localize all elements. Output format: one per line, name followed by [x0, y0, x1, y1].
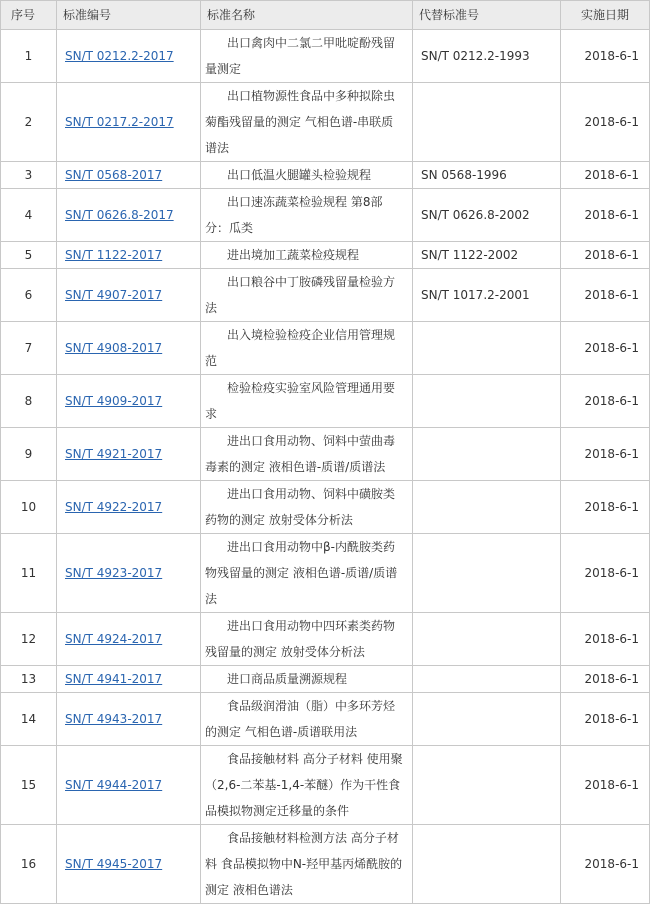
- standard-name-text: 出口速冻蔬菜检验规程 第8部分：瓜类: [205, 195, 383, 235]
- standard-name-text: 出口低温火腿罐头检验规程: [227, 168, 372, 182]
- cell-date: 2018-6-1: [561, 242, 650, 269]
- cell-date: 2018-6-1: [561, 162, 650, 189]
- table-row: [1, 322, 650, 375]
- cell-seq: 15: [1, 746, 57, 825]
- cell-name: [201, 242, 413, 269]
- cell-replace: [413, 666, 561, 693]
- cell-date: 2018-6-1: [561, 481, 650, 534]
- standard-code-link[interactable]: SN/T 4941-2017: [65, 672, 163, 686]
- standard-name-text: 进出口食用动物、饲料中磺胺类药物的测定 放射受体分析法: [205, 487, 396, 527]
- cell-date: 2018-6-1: [561, 825, 650, 904]
- table-row: [1, 746, 650, 825]
- table-row: [1, 693, 650, 746]
- cell-code: [57, 269, 201, 322]
- table-row: [1, 375, 650, 428]
- standard-code-link[interactable]: SN/T 4924-2017: [65, 632, 163, 646]
- cell-date: 2018-6-1: [561, 269, 650, 322]
- cell-code: [57, 613, 201, 666]
- standard-code-link[interactable]: SN/T 4909-2017: [65, 394, 163, 408]
- standard-name-text: 出口粮谷中丁胺磷残留量检验方法: [205, 275, 396, 315]
- cell-date: 2018-6-1: [561, 613, 650, 666]
- standard-code-link[interactable]: SN/T 4945-2017: [65, 857, 163, 871]
- standard-code-link[interactable]: SN/T 4908-2017: [65, 341, 163, 355]
- cell-code: [57, 375, 201, 428]
- table-body: [1, 30, 650, 904]
- header-code: 标准编号: [57, 1, 201, 30]
- cell-date: 2018-6-1: [561, 189, 650, 242]
- cell-name: [201, 189, 413, 242]
- standard-name-text: 出入境检验检疫企业信用管理规范: [205, 328, 396, 368]
- cell-replace: [413, 83, 561, 162]
- table-row: [1, 83, 650, 162]
- cell-date: 2018-6-1: [561, 666, 650, 693]
- table-row: [1, 613, 650, 666]
- standard-name-text: 进出口食用动物、饲料中萤曲毒毒素的测定 液相色谱-质谱/质谱法: [205, 434, 396, 474]
- cell-seq: 10: [1, 481, 57, 534]
- standard-name-text: 进出口食用动物中β-内酰胺类药物残留量的测定 液相色谱-质谱/质谱法: [205, 540, 398, 606]
- cell-replace: [413, 322, 561, 375]
- cell-replace: [413, 481, 561, 534]
- header-row: [1, 1, 650, 30]
- cell-name: [201, 83, 413, 162]
- standard-code-link[interactable]: SN/T 4943-2017: [65, 712, 163, 726]
- standard-name-text: 出口禽肉中二氯二甲吡啶酚残留量测定: [205, 36, 396, 76]
- cell-seq: 1: [1, 30, 57, 83]
- cell-seq: 6: [1, 269, 57, 322]
- cell-seq: 11: [1, 534, 57, 613]
- cell-replace: [413, 375, 561, 428]
- cell-name: [201, 613, 413, 666]
- cell-seq: 4: [1, 189, 57, 242]
- cell-name: [201, 746, 413, 825]
- cell-name: [201, 534, 413, 613]
- cell-name: [201, 322, 413, 375]
- cell-name: [201, 666, 413, 693]
- cell-replace: SN 0568-1996: [413, 162, 561, 189]
- standard-name-text: 检验检疫实验室风险管理通用要求: [205, 381, 396, 421]
- cell-seq: 2: [1, 83, 57, 162]
- cell-code: [57, 746, 201, 825]
- table-row: [1, 825, 650, 904]
- cell-replace: SN/T 1017.2-2001: [413, 269, 561, 322]
- header-name: 标准名称: [201, 1, 413, 30]
- header-seq: 序号: [1, 1, 57, 30]
- cell-date: 2018-6-1: [561, 322, 650, 375]
- table-row: [1, 242, 650, 269]
- standard-name-text: 进出口食用动物中四环素类药物残留量的测定 放射受体分析法: [205, 619, 396, 659]
- cell-date: 2018-6-1: [561, 534, 650, 613]
- cell-seq: 12: [1, 613, 57, 666]
- header-date: 实施日期: [561, 1, 650, 30]
- table-row: [1, 162, 650, 189]
- standard-code-link[interactable]: SN/T 0568-2017: [65, 168, 163, 182]
- cell-replace: [413, 693, 561, 746]
- cell-replace: [413, 613, 561, 666]
- cell-name: [201, 481, 413, 534]
- standard-name-text: 食品接触材料 高分子材料 使用聚（2,6-二苯基-1,4-苯醚）作为干性食品模拟物测定迁移量的条件: [205, 752, 403, 818]
- cell-date: 2018-6-1: [561, 30, 650, 83]
- standard-name-text: 进口商品质量溯源规程: [227, 672, 348, 686]
- standard-code-link[interactable]: SN/T 0212.2-2017: [65, 49, 174, 63]
- cell-seq: 7: [1, 322, 57, 375]
- cell-name: [201, 269, 413, 322]
- standard-code-link[interactable]: SN/T 4922-2017: [65, 500, 163, 514]
- table-row: [1, 428, 650, 481]
- cell-replace: [413, 428, 561, 481]
- cell-replace: SN/T 0626.8-2002: [413, 189, 561, 242]
- cell-code: [57, 242, 201, 269]
- standard-code-link[interactable]: SN/T 4921-2017: [65, 447, 163, 461]
- standard-name-text: 出口植物源性食品中多种拟除虫菊酯残留量的测定 气相色谱-串联质谱法: [205, 89, 396, 155]
- table-row: [1, 269, 650, 322]
- cell-code: [57, 428, 201, 481]
- table-row: [1, 30, 650, 83]
- standard-name-text: 食品接触材料检测方法 高分子材料 食品模拟物中N-羟甲基丙烯酰胺的测定 液相色谱法: [205, 831, 403, 897]
- cell-code: [57, 83, 201, 162]
- cell-seq: 13: [1, 666, 57, 693]
- standard-code-link[interactable]: SN/T 4923-2017: [65, 566, 163, 580]
- cell-name: [201, 428, 413, 481]
- cell-replace: SN/T 0212.2-1993: [413, 30, 561, 83]
- cell-replace: [413, 746, 561, 825]
- cell-replace: [413, 825, 561, 904]
- table-row: [1, 666, 650, 693]
- cell-name: [201, 162, 413, 189]
- table-row: [1, 189, 650, 242]
- cell-replace: SN/T 1122-2002: [413, 242, 561, 269]
- cell-date: 2018-6-1: [561, 746, 650, 825]
- standard-code-link[interactable]: SN/T 4944-2017: [65, 778, 163, 792]
- cell-seq: 16: [1, 825, 57, 904]
- cell-code: [57, 481, 201, 534]
- cell-date: 2018-6-1: [561, 693, 650, 746]
- cell-code: [57, 189, 201, 242]
- cell-seq: 14: [1, 693, 57, 746]
- cell-code: [57, 162, 201, 189]
- cell-name: [201, 825, 413, 904]
- standard-code-link[interactable]: SN/T 0217.2-2017: [65, 115, 174, 129]
- cell-code: [57, 825, 201, 904]
- standard-name-text: 进出境加工蔬菜检疫规程: [227, 248, 360, 262]
- cell-seq: 9: [1, 428, 57, 481]
- table-row: [1, 481, 650, 534]
- cell-code: [57, 322, 201, 375]
- cell-name: [201, 30, 413, 83]
- cell-date: 2018-6-1: [561, 428, 650, 481]
- standard-code-link[interactable]: SN/T 1122-2017: [65, 248, 163, 262]
- standard-name-text: 食品级润滑油（脂）中多环芳烃的测定 气相色谱-质谱联用法: [205, 699, 396, 739]
- standard-code-link[interactable]: SN/T 0626.8-2017: [65, 208, 174, 222]
- cell-code: [57, 693, 201, 746]
- cell-name: [201, 375, 413, 428]
- standard-code-link[interactable]: SN/T 4907-2017: [65, 288, 163, 302]
- cell-code: [57, 30, 201, 83]
- cell-seq: 5: [1, 242, 57, 269]
- cell-date: 2018-6-1: [561, 83, 650, 162]
- cell-date: 2018-6-1: [561, 375, 650, 428]
- cell-seq: 3: [1, 162, 57, 189]
- header-replace: 代替标准号: [413, 1, 561, 30]
- cell-code: [57, 534, 201, 613]
- cell-code: [57, 666, 201, 693]
- table-row: [1, 534, 650, 613]
- cell-name: [201, 693, 413, 746]
- cell-replace: [413, 534, 561, 613]
- cell-seq: 8: [1, 375, 57, 428]
